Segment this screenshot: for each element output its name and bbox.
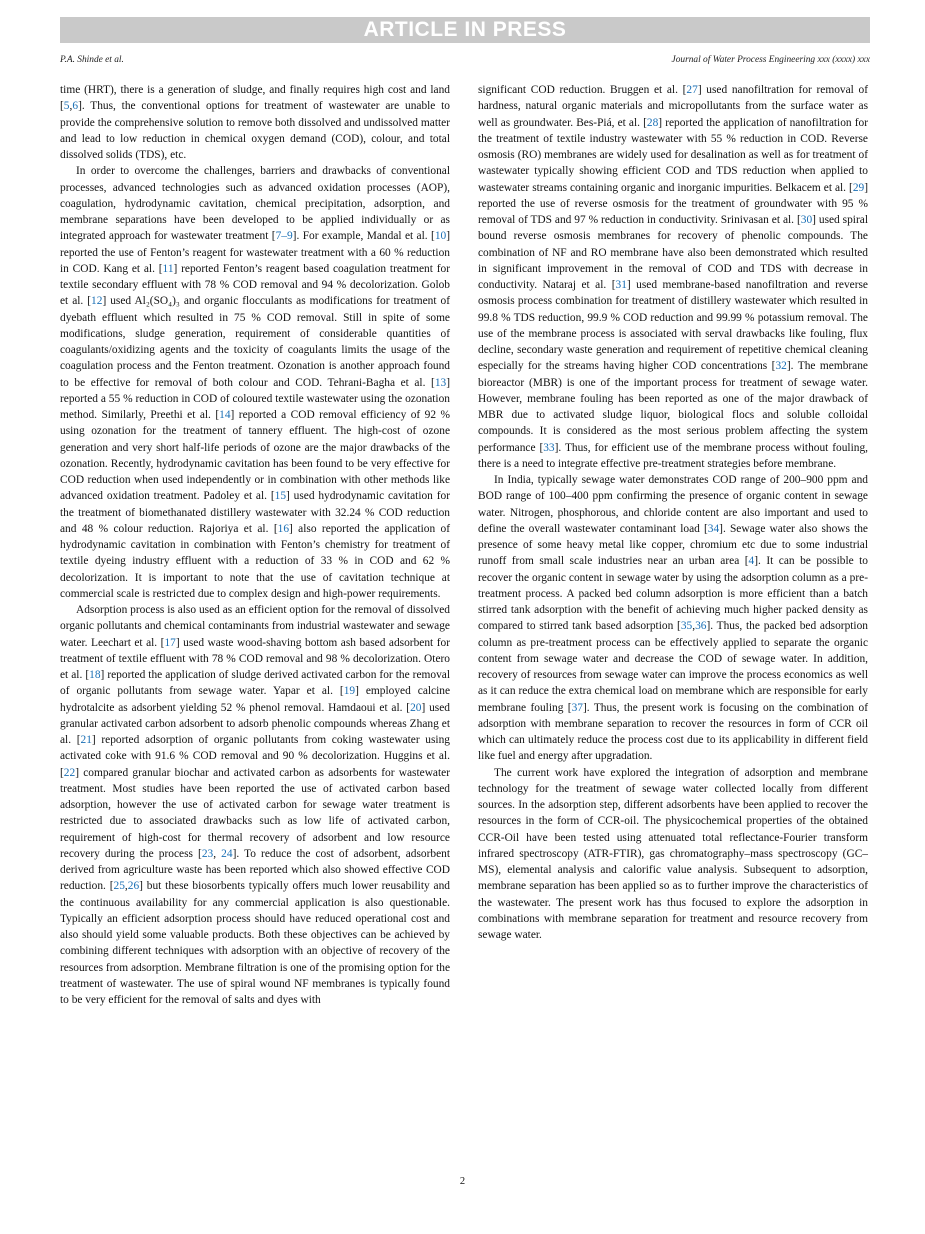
paragraph-text: ]. Thus, for efficient use of the membrane process without fouling, there is a need to integrate effective pre-treatment strategies before membrane. bbox=[478, 441, 868, 470]
citation-link[interactable]: 20 bbox=[410, 701, 422, 714]
citation-link[interactable]: 16 bbox=[277, 522, 290, 535]
citation-link[interactable]: 19 bbox=[343, 685, 356, 698]
paragraph-text: ]. It can be possible to recover the organic content in sewage water by using the adsorption column as a pre-treatment process. A packed bed column adsorption is more efficient than a batch stirred tank adsorption with the benefit of achieving much higher packed density as compared to stirred tank based adsorption [ bbox=[478, 555, 869, 633]
paragraph-text: ] reported the use of Fenton’s reagent for wastewater treatment with a 60 % reduction in COD. Kang et al. [ bbox=[60, 230, 450, 275]
citation-link[interactable]: 4 bbox=[748, 555, 755, 568]
citation-link[interactable]: 27 bbox=[686, 84, 698, 96]
citation-link[interactable]: 7–9 bbox=[275, 230, 293, 243]
citation-link[interactable]: 5 bbox=[63, 100, 70, 113]
citation-link[interactable]: 33 bbox=[543, 441, 555, 454]
body-paragraph bbox=[60, 602, 450, 1008]
paragraph-text: time (HRT), there is a generation of sludge, and finally requires high cost and land [ bbox=[60, 84, 450, 113]
citation-link[interactable]: 34 bbox=[707, 522, 720, 535]
citation-link[interactable]: 14 bbox=[219, 409, 231, 421]
paragraph-text: ]. Thus, the present work is focusing on the combination of adsorption with membrane separation to recover the resources in form of CCR oil which can ultimately reduce the process cost due to its applicability in different field like fuel and energy after upgradation. bbox=[478, 701, 868, 763]
citation-link[interactable]: 12 bbox=[91, 295, 103, 308]
paragraph-text: , bbox=[692, 620, 696, 633]
paragraph-text: ] employed calcine hydrotalcite as adsorbent yielding 52 % phenol removal. Hamdaoui et al. [ bbox=[60, 685, 451, 714]
body-paragraph bbox=[478, 82, 868, 472]
running-head-author: P.A. Shinde et al. bbox=[60, 55, 124, 65]
paragraph-text: ] reported the use of reverse osmosis for the treatment of groundwater with 95 % removal of TDS and 97 % reduction in conductivity. Srinivasan et al. [ bbox=[478, 181, 868, 226]
citation-link[interactable]: 18 bbox=[89, 669, 101, 681]
citation-link[interactable]: 29 bbox=[852, 181, 865, 194]
paragraph-text: In India, typically sewage water demonstrates COD range of 200–900 ppm and BOD range of 100–400 ppm confirming the presence of organic content in sewage water. Nitrogen, phosphorous, and chloride content are also important and used to define the overall wastewater contaminant load [ bbox=[478, 474, 868, 535]
paragraph-text: , bbox=[69, 100, 73, 113]
paragraph-text: ] used granular activated carbon adsorbent to adsorb phenolic compounds whereas Zhang et al. [ bbox=[60, 701, 450, 746]
paragraph-text: ] reported Fenton’s reagent based coagulation treatment for textile secondary effluent with 78 % COD removal and 94 % decolorization. Golob et al. [ bbox=[60, 262, 451, 308]
running-head-journal: Journal of Water Process Engineering xxx (xxxx) xxx bbox=[671, 55, 870, 65]
citation-link[interactable]: 23 bbox=[201, 847, 214, 860]
paragraph-text: , bbox=[213, 847, 222, 860]
page-number: 2 bbox=[459, 1176, 466, 1187]
body-paragraph bbox=[478, 472, 868, 765]
paragraph-text: ]. Sewage water also shows the presence of some heavy metal like copper, chromium etc due to some industrial runoff from small scale industries near an urban area [ bbox=[478, 522, 868, 568]
paragraph-text: significant COD reduction. Bruggen et al. [ bbox=[478, 84, 687, 96]
paragraph-text: , bbox=[124, 880, 128, 893]
paragraph-text: ] reported adsorption of organic pollutants from coking wastewater using activated coke with 91.6 % COD removal and 90 % decolorization. Huggins et al. [ bbox=[60, 734, 450, 779]
citation-link[interactable]: 26 bbox=[127, 880, 140, 893]
paragraph-text: Adsorption process is also used as an efficient option for the removal of dissolved organic pollutants and chemical contaminants from industrial wastewater and sewage water. Leechart et al. [ bbox=[60, 604, 450, 649]
body-paragraph bbox=[478, 765, 868, 944]
citation-link[interactable]: 36 bbox=[695, 620, 707, 633]
citation-link[interactable]: 11 bbox=[162, 262, 174, 275]
citation-link[interactable]: 17 bbox=[164, 636, 176, 649]
citation-link[interactable]: 25 bbox=[113, 880, 125, 893]
paragraph-text: ] reported a 55 % reduction in COD of coloured textile wastewater using the ozonation method. Similarly, Preethi et al. [ bbox=[60, 376, 450, 421]
paragraph-text: ] reported the application of nanofiltration for the treatment of textile industry wastewater with 55 % reduction in COD. Reverse osmosis (RO) membranes are widely used for desalination as well as for treatment of wastewater typically showing efficient COD and TDS reduction when applied to wastewater streams containing organic and inorganic impurities. Belkacem et al. [ bbox=[478, 116, 868, 194]
citation-link[interactable]: 28 bbox=[646, 116, 659, 129]
paragraph-text: ] compared granular biochar and activated carbon as adsorbents for wastewater treatment. Most studies have been reported the use of activated carbon based adsorption, however the use of activated carbon for sewage water treatment is restricted due to associated drawbacks such as low life of activated carbon, requirement of high-cost for thermal recovery of adsorbent and low resource recovery during the process [ bbox=[60, 766, 450, 860]
body-paragraph bbox=[60, 82, 450, 163]
article-in-press-banner: ARTICLE IN PRESS bbox=[60, 17, 870, 43]
paragraph-text: The current work have explored the integration of adsorption and membrane technology for the treatment of sewage water collected locally from different sources. In the adsorption step, different adsorbents have been applied to recover the resources in the form of CCR-oil. The physicochemical properties of the obtained CCR-Oil have been tested using attenuated total reflectance-Fourier transform infrared spectroscopy (ATR-FTIR), gas chromatography–mass spectroscopy (GC–MS), elemental analysis and calorific value analysis. Subsequent to adsorption, membrane separation has been applied so as to further improve the characteristics of the wastewater. The present work has thus focused to explore the adsorption in combinations with membrane separation for treatment and resource recovery from sewage water. bbox=[478, 766, 868, 941]
paragraph-text: ] reported a COD removal efficiency of 92 % using ozonation for the treatment of tannery effluent. The high-cost of ozone generation and very short half-life periods of ozone are the major drawbacks of the ozonation. Recently, hydrodynamic cavitation has been found to be very effective for COD reduction when used independently or in combination with other methods like advanced oxidation treatment. Padoley et al. [ bbox=[60, 409, 451, 503]
paragraph-text: ] used waste wood-shaving bottom ash based adsorbent for treatment of textile effluent with 78 % COD removal and 98 % decolorization. Otero et al. [ bbox=[60, 636, 450, 681]
body-paragraph bbox=[60, 163, 450, 602]
citation-link[interactable]: 35 bbox=[680, 620, 693, 633]
right-text-column bbox=[478, 82, 868, 943]
citation-link[interactable]: 22 bbox=[63, 766, 76, 779]
citation-link[interactable]: 10 bbox=[434, 230, 447, 243]
paragraph-text: ] used spiral bound reverse osmosis membranes for recovery of phenolic compounds. The combination of NF and RO membrane have also been demonstrated which resulted in significant improvement in the removal of COD and TDS with decrease in conductivity. Nataraj et al. [ bbox=[478, 214, 868, 291]
paragraph-text: ] but these biosorbents typically offers much lower reusability and the continuous availability for any commercial application is also questionable. Typically an efficient adsorption process should have reduced operational cost and also should yield some valuable products. Both these objectives can be achieved by combining different techniques with adsorption with an objective of recovery of the resources from adsorption. Membrane filtration is one of the promising option for the treatment of wastewater. The use of spiral wound NF membranes is typically found to be very efficient for the removal of salts and dyes with bbox=[60, 880, 450, 1006]
paragraph-text: ]. Thus, the conventional options for treatment of wastewater are unable to provide the comprehensive solution to remove both dissolved and undissolved matter and lead to low reduction in chemical oxygen demand (COD), colour, and total dissolved solids (TDS), etc. bbox=[60, 100, 450, 161]
citation-link[interactable]: 24 bbox=[221, 847, 233, 860]
paragraph-text: In order to overcome the challenges, barriers and drawbacks of conventional processes, advanced technologies such as advanced oxidation processes (AOP), coagulation, hydrodynamic cavitation, chemical precipitation, adsorption, and membrane separations have been developed to be applied individually or as integrated approach for wastewater treatment [ bbox=[60, 165, 450, 243]
citation-link[interactable]: 21 bbox=[80, 734, 92, 746]
paragraph-text: ]. The membrane bioreactor (MBR) is one of the important process for treatment of sewage water. However, membrane fouling has been reported as one of the major drawback of MBR due to activated sludge liquor, biological flocs and soluble colloidal compounds. It is considered as the most serious problem affecting the system performance [ bbox=[478, 360, 868, 454]
paragraph-text: ]. Thus, the packed bed adsorption column as pre-treatment process can be effectively applied to separate the organic content from sewage water and decrease the COD of sewage water. In addition, recovery of resources from sewage water can improve the process economics as well as it can reduce the extra chemical load on membrane which are responsible for early membrane fouling [ bbox=[478, 620, 868, 714]
citation-link[interactable]: 6 bbox=[72, 100, 79, 113]
citation-link[interactable]: 15 bbox=[274, 490, 287, 503]
paragraph-text: ]. To reduce the cost of adsorbent, adsorbent derived from agriculture waste has been reported which also showed effective COD reduction. [ bbox=[60, 847, 451, 893]
left-text-column bbox=[60, 82, 450, 1008]
paragraph-text: ] reported the application of sludge derived activated carbon for the removal of organic pollutants from sewage water. Yapar et al. [ bbox=[60, 669, 450, 698]
paragraph-text: ] also reported the application of hydrodynamic cavitation in combination with Fenton’s chemistry for treatment of textile dyeing industry effluent with a reduction of 33 % in COD and 62 % decolorization. It is important to note that the use of cavitation technique at commercial scale is restricted due to complex design and high-power requirements. bbox=[60, 522, 451, 600]
paragraph-text: ] used membrane-based nanofiltration and reverse osmosis process combination for treatment of distillery wastewater which resulted in 99.8 % TDS reduction, 99.9 % COD reduction and 99.99 % potassium removal. The use of the membrane process is associated with serval drawbacks like fouling, flux decline, secondary waste generation and requirement of repetitive chemical cleaning especially for the streams having higher COD concentrations [ bbox=[478, 279, 868, 373]
citation-link[interactable]: 32 bbox=[775, 360, 787, 373]
citation-link[interactable]: 30 bbox=[800, 214, 813, 226]
paragraph-text: ] used nanofiltration for removal of hardness, natural organic materials and micropollutants from the surface water as well as groundwater. Bes-Piá, et al. [ bbox=[478, 84, 869, 129]
citation-link[interactable]: 31 bbox=[615, 279, 627, 291]
paragraph-text: ] used Al₂(SO₄)₃ and organic flocculants as modifications for treatment of dyebath effluent which resulted in 75 % COD removal. Still in spite of some modifications, sludge generation, requirement of considerable quantities of coagulants/oxidizing agents and the toxicity of coagulants limits the usage of the coagulation process and the Fenton treatment. Ozonation is another approach found to be effective for removal of both colour and COD. Tehrani-Bagha et al. [ bbox=[60, 295, 450, 389]
paragraph-text: ] used hydrodynamic cavitation for the treatment of biomethanated distillery wastewater with 32.24 % COD reduction and 48 % colour reduction. Rajoriya et al. [ bbox=[60, 490, 450, 535]
citation-link[interactable]: 37 bbox=[571, 701, 583, 714]
paragraph-text: ]. For example, Mandal et al. [ bbox=[292, 230, 435, 243]
citation-link[interactable]: 13 bbox=[434, 376, 447, 389]
